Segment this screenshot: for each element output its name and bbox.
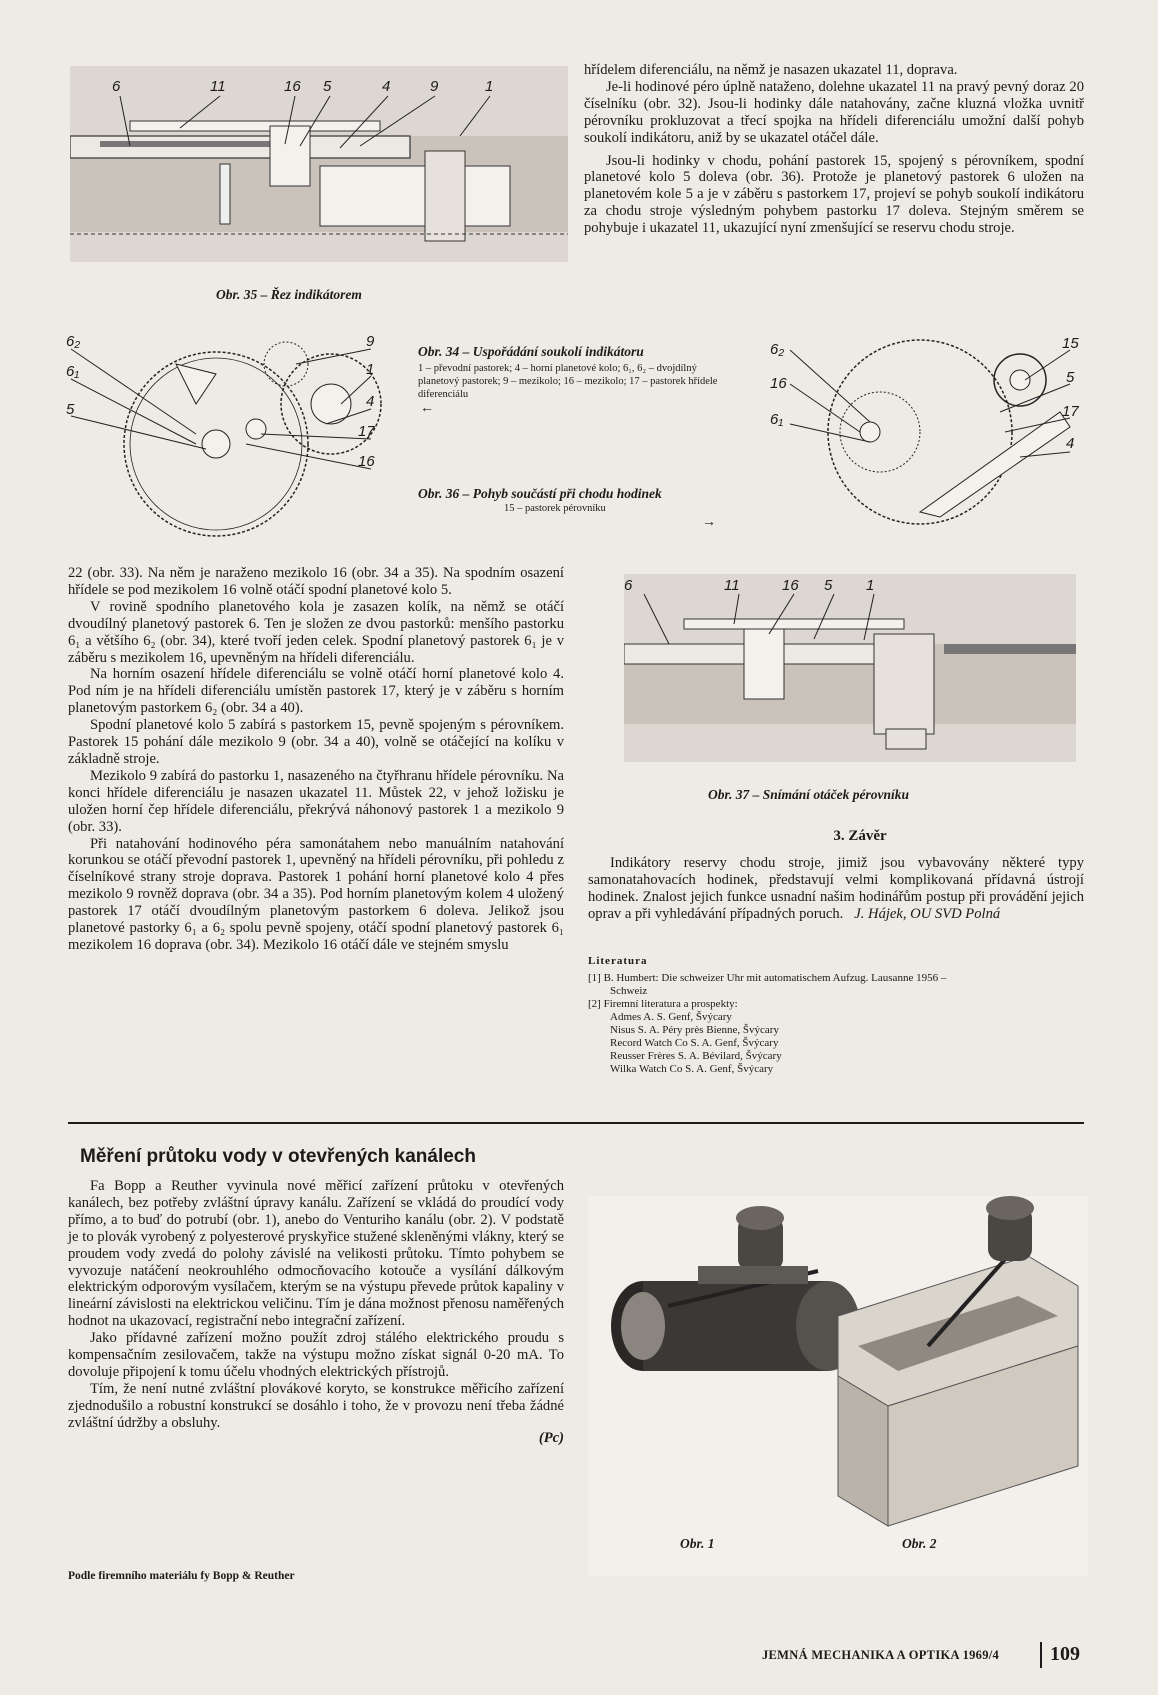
fig34-pinion-6: [202, 430, 230, 458]
fig34-bridge: [176, 364, 216, 404]
fig37-label: 6: [624, 577, 633, 594]
fig34-label: 5: [66, 401, 75, 418]
paragraph: Při natahování hodinového péra samonátahem nebo manuálním natahování korunkou se otáčí převodní pastorek 1, upevněný na hřídeli pérovníku, při pohledu z číselníkové strany stroje doprava. Pastorek 1 pohání horní planetové kolo 4 přes mezikolo 9 rovněž doprava (obr. 34 a 35). Pod horním planetovým kolem 4 uložený pastorek 17 otáčí dvoudílným planetovým pastorkem 6 doleva. Jelikož jsou planetové pastorky 6₁ a 6₂ spolu pevně spojeny, otáčí spodní planetový pastorek 6₁ mezikolem 16 doprava (obr. 34). Mezikolo 16 otáčí dále ve stejném smyslu: [68, 835, 564, 953]
paragraph: hřídelem diferenciálu, na němž je nasazen ukazatel 11, doprava.: [584, 62, 958, 78]
photo-2-caption: Obr. 2: [902, 1536, 937, 1551]
photo-1-device: [611, 1206, 860, 1371]
figure-37-svg: [624, 574, 1076, 762]
fig37-label: 11: [724, 577, 740, 594]
literature-block: [588, 955, 1088, 1076]
fig36-pinion-6: [860, 422, 880, 442]
literature-line: Schweiz: [610, 985, 648, 997]
photo-svg: [588, 1196, 1088, 1576]
article2-source: Podle firemního materiálu fy Bopp & Reuther: [68, 1570, 295, 1582]
fig35-arbor: [425, 151, 465, 241]
figure-36-caption-block: [418, 486, 758, 531]
conclusion-text-block: [588, 855, 1084, 923]
fig36-label: 6₁: [770, 411, 784, 428]
fig35-label: 16: [284, 78, 301, 95]
figure-35-section-drawing: [70, 66, 568, 262]
fig35-label: 6: [112, 78, 121, 95]
paragraph: Tím, že není nutné zvláštní plovákové koryto, se konstrukce měřicího zařízení zjednodušilo a robustní konstrukcí se dosáhlo i toho, že v provozu není třeba žádné zvláštní údržby a obsluhy.: [68, 1380, 564, 1431]
literature-line: Nisus S. A. Péry près Bienne, Švýcary: [610, 1024, 779, 1036]
figure-36-legend: 15 – pastorek pérovníku: [504, 503, 606, 514]
paragraph: Je-li hodinové péro úplně nataženo, dolehne ukazatel 11 na pravý pevný doraz 20 číselníku (obr. 32). Jsou-li hodinky dále natahovány, začne kluzná vložka uvnitř pérovníku prokluzovat a třecí spojka na hřídeli diferenciálu umožní další pohyb soukolí indikátoru, aniž by se ukazatel otáčel dále.: [584, 78, 1084, 146]
paragraph: Mezikolo 9 zabírá do pastorku 1, nasazeného na čtyřhranu hřídele pérovníku. Na konci hřídele diferenciálu je nasazen ukazatel 11. Můstek 22, v jehož ložisku je uložen horní čep hřídele diferenciálu, překrývá náhonový pastorek 1 a mezikolo 9 (obr. 33).: [68, 767, 564, 835]
fig35-label: 5: [323, 78, 332, 95]
figure-36-caption: Obr. 36 – Pohyb součástí při chodu hodinek: [418, 486, 662, 501]
paragraph: Fa Bopp a Reuther vyvinula nové měřicí zařízení průtoku v otevřených kanálech, bez potřeby zvláštní úpravy kanálu. Zařízení se vkládá do proudící vody přímo, a to buď do potrubí (obr. 1), anebo do Venturiho kanálu (obr. 2). V podstatě je to plovák vyrobený z polyesterové pryskyřice stužené skleněnými vlákny, který se proudem vody zvedá do polohy závislé na velikosti průtoku. Tímto pohybem se vyvozuje natáčení neokrouhlého odmocňovacího kotouče a vysílání dálkovým elektrickým odporovým vysílačem, kterým se na výstupu převede průtok kapaliny v lineární závislosti na elektrickou veličinu. Tím je dána možnost přenosu naměřených hodnot na ukazovací, registrační nebo integrační zařízení.: [68, 1178, 564, 1330]
fig35-label: 9: [430, 78, 439, 95]
fig35-label: 4: [382, 78, 391, 95]
fig34-label: 16: [358, 453, 375, 470]
figure-34-svg: [66, 334, 386, 544]
fig36-label: 4: [1066, 435, 1075, 452]
literature-line: Admes A. S. Genf, Švýcary: [610, 1011, 732, 1023]
photo-1-caption: Obr. 1: [680, 1536, 715, 1551]
literature-title: Literatura: [588, 955, 648, 967]
right-top-text: [584, 62, 1084, 237]
literature-line: [1] B. Humbert: Die schweizer Uhr mit automatischem Aufzug. Lausanne 1956 –: [588, 972, 947, 984]
conclusion-text: [588, 855, 1084, 923]
fig36-pinion-15-core: [1010, 370, 1030, 390]
fig37-label: 5: [824, 577, 833, 594]
fig35-hub: [270, 126, 310, 186]
literature-line: Reusser Frères S. A. Bévilard, Švýcary: [610, 1050, 782, 1062]
article2-text: [68, 1178, 564, 1447]
fig35-label: 1: [485, 78, 494, 95]
fig34-wheel-9: [264, 342, 308, 386]
figure-37-section-drawing: [624, 574, 1076, 762]
figure-34-caption: Obr. 34 – Uspořádání soukolí indikátoru: [418, 344, 644, 359]
conclusion-body: Indikátory reservy chodu stroje, jimiž jsou vybavovány některé typy samonatahovacích hodinek, představují velmi komplikovaná přídavná ústrojí hodinek. Znalost jejich funkce usnadní našim hodinářům postup při provádění jejich oprav a při vyhledávání případných poruch.: [588, 855, 1084, 922]
fig36-label: 17: [1062, 403, 1079, 420]
fig37-wheel-11: [684, 619, 904, 629]
figure-37-caption: Obr. 37 – Snímání otáček pérovníku: [708, 787, 910, 802]
figure-36-arrow: →: [702, 515, 716, 530]
fig35-label: 11: [210, 78, 226, 95]
photo-2-device: [838, 1196, 1078, 1526]
literature-line: Record Watch Co S. A. Genf, Švýcary: [610, 1037, 779, 1049]
paragraph: Na horním osazení hřídele diferenciálu se volně otáčí horní planetové kolo 4. Pod ním je na hřídeli diferenciálu umístěn pastorek 17, který je v záběru s horním planetovým pastorkem 6₂ (obr. 34 a 40).: [68, 666, 564, 717]
fig36-label: 5: [1066, 369, 1075, 386]
figure-34-gear-drawing: [66, 334, 386, 544]
page-number: 109: [1050, 1643, 1080, 1665]
fig37-click: [944, 644, 1076, 654]
fig37-arbor: [874, 634, 934, 734]
fig35-pin: [220, 164, 230, 224]
fig37-label: 16: [782, 577, 799, 594]
fig34-label: 6₂: [66, 334, 81, 350]
paragraph: 22 (obr. 33). Na něm je naraženo mezikolo 16 (obr. 34 a 35). Na spodním osazení hřídele se pod mezikolem 16 volně otáčí spodní planetové kolo 5.: [68, 565, 564, 598]
paragraph: V rovině spodního planetového kola je zasazen kolík, na němž se otáčí dvoudílný planetový pastorek 6. Ten je složen ze dvou pastorků: menšího pastorku 6₁ a většího 6₂ (obr. 34), které tvoří jeden celek. Spodní planetový pastorek 6₁ je v záběru s mezikolem 16, upevněným na hřídeli diferenciálu.: [68, 598, 564, 666]
article2-title: Měření průtoku vody v otevřených kanálech: [80, 1146, 476, 1167]
fig36-label: 6₂: [770, 341, 785, 358]
fig35-barrel: [320, 166, 510, 226]
figure-35-svg: [70, 66, 568, 262]
figure-34-arrow: ←: [420, 401, 434, 416]
left-column-text: [68, 565, 564, 954]
fig34-label: 6₁: [66, 363, 80, 380]
footer-divider: [1040, 1642, 1042, 1668]
paragraph: Spodní planetové kolo 5 zabírá s pastorkem 15, pevně spojeným s pérovníkem. Pastorek 15 pohání dále mezikolo 9 (obr. 34 a 40), volně se otáčející na kolíku v základně stroje.: [68, 717, 564, 767]
photo-flow-meters: [588, 1196, 1088, 1576]
fig34-label: 17: [358, 423, 375, 440]
fig34-pinion-17: [246, 419, 266, 439]
fig36-label: 15: [1062, 335, 1079, 352]
literature-line: Wilka Watch Co S. A. Genf, Švýcary: [610, 1063, 774, 1075]
paragraph: Jsou-li hodinky v chodu, pohání pastorek 15, spojený s pérovníkem, spodní planetové kolo 5 doleva (obr. 36). Protože je planetový pastorek 6 uložen na planetovém kole 5 a je v záběru s pastorkem 17, projeví se pohyb soukolí indikátoru za chodu stroje výsledným pohybem pastorku 17 doleva. Stejným směrem se pohybuje i ukazatel 11, ukazující nyní zmenšující se reservu chodu stroje.: [584, 152, 1084, 237]
fig37-hub: [744, 629, 784, 699]
fig34-label: 1: [366, 361, 375, 378]
fig36-label: 16: [770, 375, 787, 392]
fig35-wheel-11: [130, 121, 380, 131]
article2-sign: (Pc): [538, 1429, 564, 1446]
literature-line: [2] Firemní literatura a prospekty:: [588, 998, 738, 1010]
figure-36-gear-drawing: [770, 332, 1086, 532]
journal-footer: JEMNÁ MECHANIKA A OPTIKA 1969/4: [762, 1648, 1000, 1662]
fig36-indicator-arm: [920, 412, 1070, 517]
figure-34-caption-block: [418, 344, 736, 417]
figure-36-svg: [770, 332, 1086, 532]
figure-35-caption: Obr. 35 – Řez indikátorem: [216, 287, 362, 302]
fig37-arbor-foot: [886, 729, 926, 749]
conclusion-author: J. Hájek, OU SVD Polná: [854, 905, 1001, 922]
section-divider: [68, 1122, 1084, 1124]
paragraph: Jako přídavné zařízení možno použít zdroj stálého elektrického proudu s kompensačním zesilovačem, takže na výstupu možno získat signál 0-20 mA. To dovoluje připojení k tomu účelu vhodných elektrických přístrojů.: [68, 1330, 564, 1380]
fig34-label: 4: [366, 393, 375, 410]
fig34-label: 9: [366, 334, 375, 350]
conclusion-heading: 3. Závěr: [833, 828, 887, 844]
fig37-label: 1: [866, 577, 875, 594]
figure-34-legend: 1 – převodní pastorek; 4 – horní planetové kolo; 6₁, 6₂ – dvojdílný planetový pastorek; 9 – mezikolo; 16 – mezikolo; 17 – pastorek hřídele diferenciálu: [418, 363, 718, 400]
